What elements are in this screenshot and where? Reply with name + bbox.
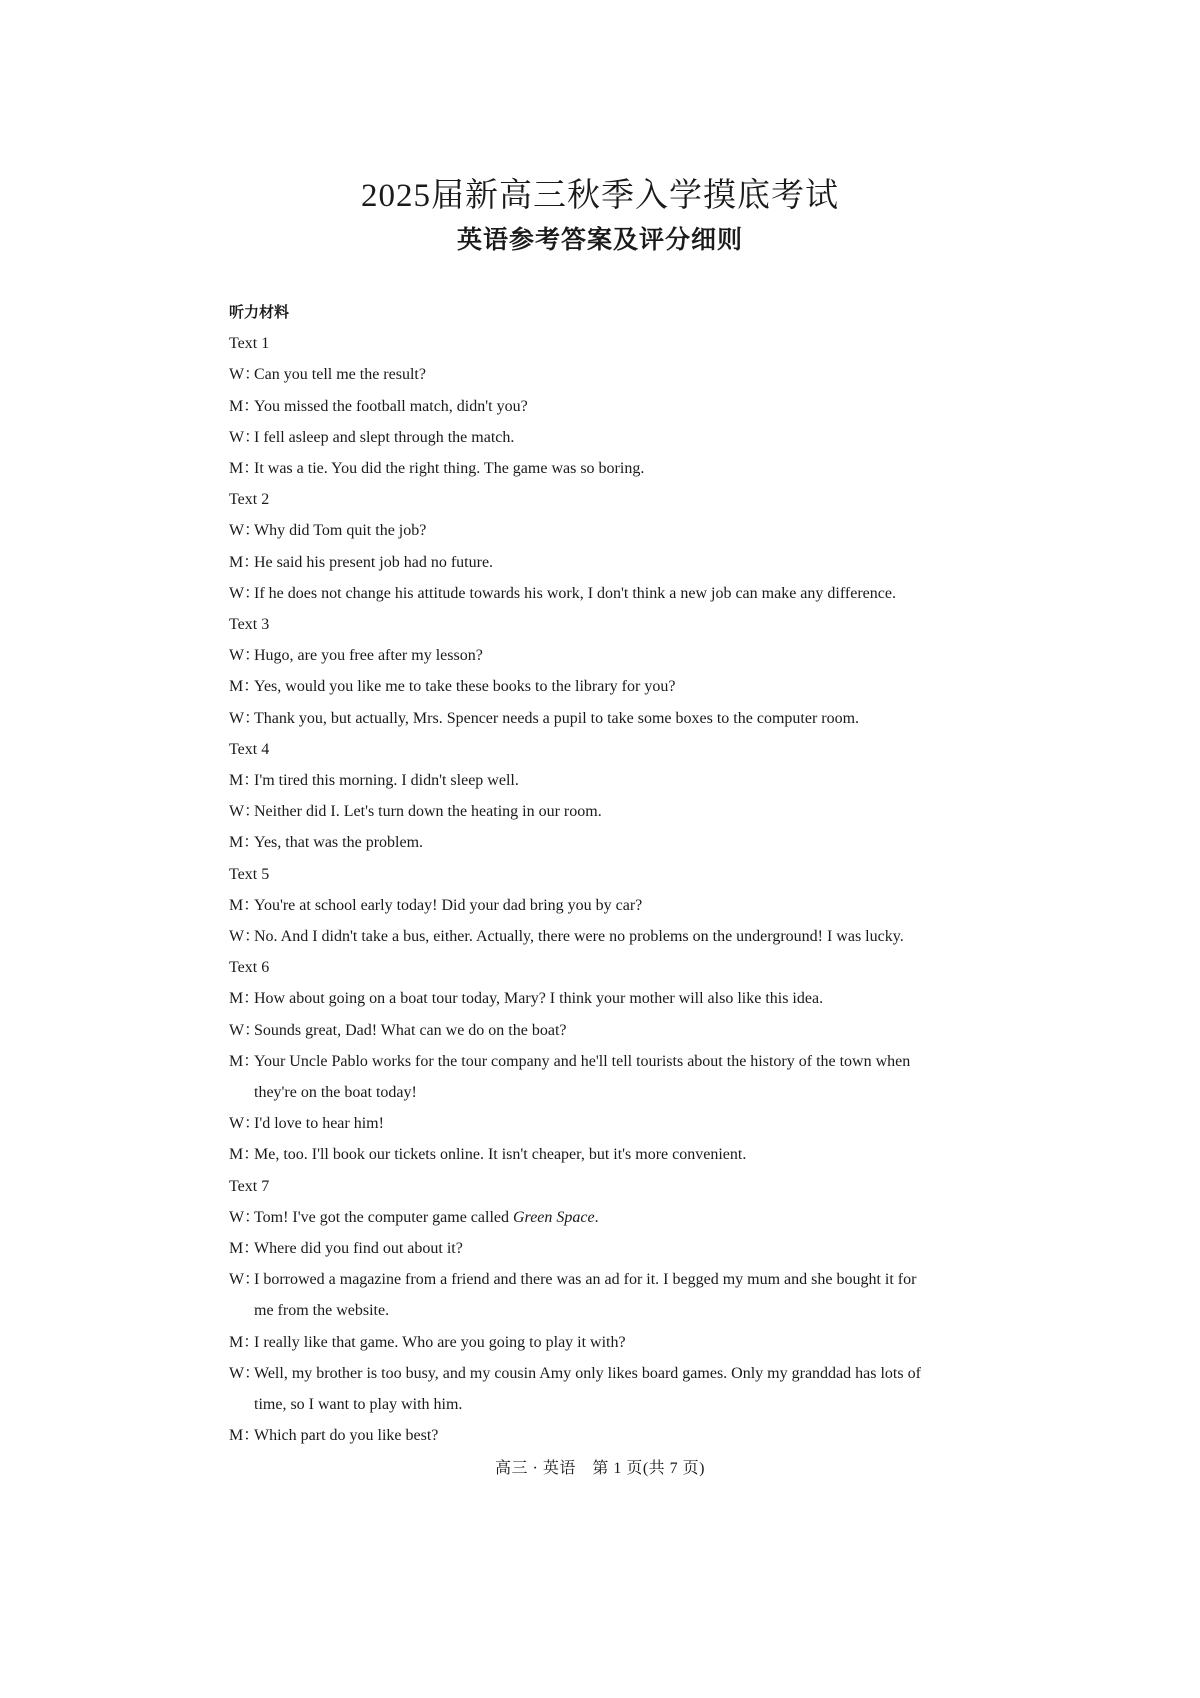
dialogue-line: [229, 827, 929, 858]
dialogue-line: [229, 890, 929, 921]
dialogue-line: [229, 703, 929, 734]
dialogue-text: Can you tell me the result?: [254, 366, 426, 384]
dialogue-line: [229, 578, 929, 609]
dialogue-line: [229, 1327, 929, 1358]
dialogue-line: [229, 796, 929, 827]
dialogue-line: [229, 422, 929, 453]
game-title: Green Space: [513, 1208, 595, 1226]
speaker-label: M：: [229, 771, 260, 789]
text-label: Text 3: [229, 615, 270, 633]
dialogue-line: [229, 1139, 929, 1170]
dialogue-line: [229, 547, 929, 578]
speaker-label: W：: [229, 1115, 261, 1133]
dialogue-line: [229, 640, 929, 671]
speaker-label: W：: [229, 584, 261, 602]
dialogue-text: Yes, that was the problem.: [254, 834, 424, 852]
speaker-label: M：: [229, 1333, 260, 1351]
dialogue-text: He said his present job had no future.: [254, 553, 494, 571]
dialogue-line: [229, 1015, 929, 1046]
speaker-label: M：: [229, 896, 260, 914]
dialogue-text: I borrowed a magazine from a friend and there was an ad for it. I begged my mum and she bought it for me from the website.: [254, 1271, 917, 1320]
speaker-label: W：: [229, 803, 261, 821]
text-label: Text 2: [229, 491, 270, 509]
dialogue-text: Your Uncle Pablo works for the tour company and he'll tell tourists about the history of the town when they're on the boat today!: [254, 1052, 911, 1101]
dialogue-text: Thank you, but actually, Mrs. Spencer needs a pupil to take some boxes to the computer room.: [254, 709, 860, 727]
text-label: Text 4: [229, 740, 270, 758]
dialogue-line: [229, 765, 929, 796]
speaker-label: W：: [229, 1021, 261, 1039]
dialogue-line: [229, 515, 929, 546]
speaker-label: W：: [229, 647, 261, 665]
speaker-label: M：: [229, 678, 260, 696]
dialogue-text: No. And I didn't take a bus, either. Actually, there were no problems on the underground! I was lucky.: [254, 927, 904, 945]
dialogue-text: Me, too. I'll book our tickets online. It isn't cheaper, but it's more convenient.: [254, 1146, 747, 1164]
dialogue-line: [229, 1233, 929, 1264]
speaker-label: M：: [229, 834, 260, 852]
speaker-label: W：: [229, 1208, 261, 1226]
dialogue-line: [229, 1358, 929, 1420]
dialogue-text: You missed the football match, didn't you?: [254, 397, 528, 415]
dialogue-line: [229, 1264, 929, 1326]
text-label: Text 5: [229, 865, 270, 883]
dialogue-text: It was a tie. You did the right thing. The game was so boring.: [254, 459, 645, 477]
dialogue-text: I really like that game. Who are you going to play it with?: [254, 1333, 626, 1351]
speaker-label: M：: [229, 459, 260, 477]
listening-transcript: [229, 297, 929, 1451]
dialogue-line: [229, 359, 929, 390]
dialogue-text: I fell asleep and slept through the match.: [254, 428, 515, 446]
dialogue-line: [229, 391, 929, 422]
speaker-label: W：: [229, 1364, 261, 1382]
dialogue-text: Which part do you like best?: [254, 1427, 439, 1445]
dialogue-text: How about going on a boat tour today, Mary? I think your mother will also like this idea.: [254, 990, 824, 1008]
speaker-label: W：: [229, 522, 261, 540]
dialogue-line: [229, 983, 929, 1014]
page-title: 2025届新高三秋季入学摸底考试: [361, 178, 839, 214]
dialogue-line: [229, 1046, 929, 1108]
speaker-label: M：: [229, 1239, 260, 1257]
dialogue-text: I'm tired this morning. I didn't sleep well.: [254, 771, 519, 789]
dialogue-line: [229, 1202, 929, 1233]
dialogue-text: Neither did I. Let's turn down the heating in our room.: [254, 803, 602, 821]
section-heading: 听力材料: [229, 303, 290, 321]
speaker-label: W：: [229, 1271, 261, 1289]
text-label: Text 1: [229, 335, 270, 353]
page-subtitle: 英语参考答案及评分细则: [456, 225, 743, 254]
speaker-label: W：: [229, 927, 261, 945]
speaker-label: W：: [229, 366, 261, 384]
dialogue-line: [229, 453, 929, 484]
dialogue-line: [229, 671, 929, 702]
dialogue-text: Where did you find out about it?: [254, 1239, 463, 1257]
speaker-label: W：: [229, 709, 261, 727]
dialogue-line: [229, 1108, 929, 1139]
speaker-label: M：: [229, 553, 260, 571]
dialogue-text: I'd love to hear him!: [254, 1115, 384, 1133]
speaker-label: M：: [229, 1052, 260, 1070]
speaker-label: M：: [229, 1146, 260, 1164]
dialogue-line: [229, 1420, 929, 1451]
text-label: Text 6: [229, 959, 270, 977]
dialogue-text: Why did Tom quit the job?: [254, 522, 427, 540]
dialogue-text: Sounds great, Dad! What can we do on the boat?: [254, 1021, 567, 1039]
speaker-label: M：: [229, 990, 260, 1008]
dialogue-line: [229, 921, 929, 952]
dialogue-text: If he does not change his attitude towards his work, I don't think a new job can make any difference.: [254, 584, 896, 602]
dialogue-text: Yes, would you like me to take these books to the library for you?: [254, 678, 676, 696]
dialogue-text: Hugo, are you free after my lesson?: [254, 647, 483, 665]
speaker-label: M：: [229, 397, 260, 415]
dialogue-text: Well, my brother is too busy, and my cousin Amy only likes board games. Only my granddad has lots of time, so I want to play with him.: [254, 1364, 921, 1413]
page-footer: 高三 · 英语 第 1 页(共 7 页): [495, 1460, 705, 1477]
text-label: Text 7: [229, 1177, 270, 1195]
speaker-label: W：: [229, 428, 261, 446]
dialogue-text: Tom! I've got the computer game called: [254, 1208, 513, 1226]
dialogue-text: You're at school early today! Did your dad bring you by car?: [254, 896, 643, 914]
speaker-label: M：: [229, 1427, 260, 1445]
dialogue-text-end: .: [594, 1208, 599, 1226]
